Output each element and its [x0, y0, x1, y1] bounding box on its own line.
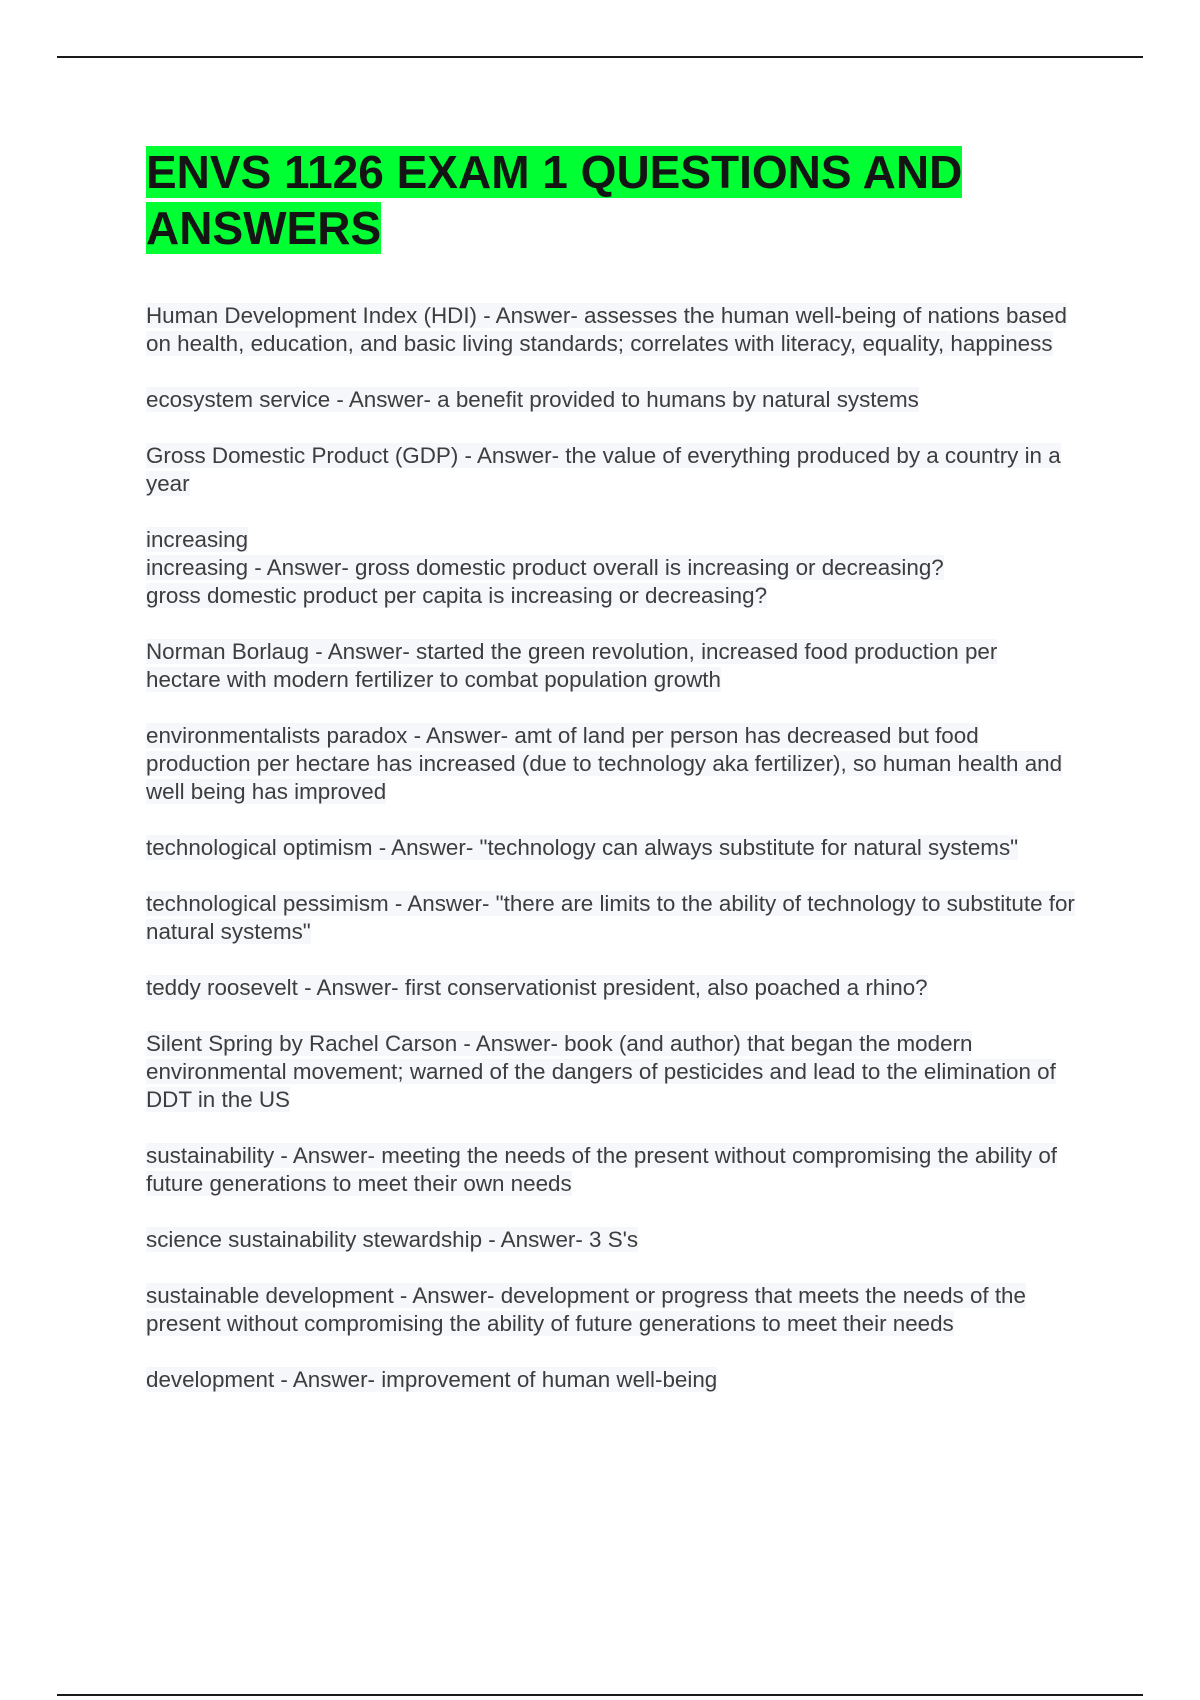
qa-item-text: environmentalists paradox - Answer- amt of land per person has decreased but food production per hectare has increased (due to technology aka fertilizer), so human health and well being has improved — [146, 723, 1063, 804]
qa-item-text: Gross Domestic Product (GDP) - Answer- the value of everything produced by a country in a year — [146, 443, 1061, 496]
qa-item — [146, 526, 1076, 610]
document-title-text: ENVS 1126 EXAM 1 QUESTIONS AND ANSWERS — [146, 146, 963, 254]
qa-item-text: Human Development Index (HDI) - Answer- assesses the human well-being of nations based on health, education, and basic living standards; correlates with literacy, equality, happiness — [146, 303, 1067, 356]
qa-item-text: Norman Borlaug - Answer- started the green revolution, increased food production per hectare with modern fertilizer to combat population growth — [146, 639, 998, 692]
qa-item — [146, 1226, 1076, 1254]
qa-list — [146, 302, 1076, 1394]
qa-item-text: Silent Spring by Rachel Carson - Answer- book (and author) that began the modern environmental movement; warned of the dangers of pesticides and lead to the elimination of DDT in the US — [146, 1031, 1056, 1112]
qa-item-text: teddy roosevelt - Answer- first conservationist president, also poached a rhino? — [146, 975, 928, 1000]
qa-item — [146, 834, 1076, 862]
qa-item-text: sustainability - Answer- meeting the needs of the present without compromising the ability of future generations to meet their own needs — [146, 1143, 1058, 1196]
qa-item-text: sustainable development - Answer- development or progress that meets the needs of the present without compromising the ability of future generations to meet their needs — [146, 1283, 1026, 1336]
qa-item — [146, 442, 1076, 498]
qa-item — [146, 302, 1076, 358]
top-rule — [57, 56, 1143, 58]
bottom-rule — [57, 1694, 1143, 1696]
document-title — [146, 144, 1076, 256]
qa-item — [146, 386, 1076, 414]
document-body — [146, 144, 1076, 1422]
qa-item-text: ecosystem service - Answer- a benefit provided to humans by natural systems — [146, 387, 919, 412]
qa-item — [146, 974, 1076, 1002]
qa-item — [146, 890, 1076, 946]
qa-item — [146, 1366, 1076, 1394]
qa-item-text: technological pessimism - Answer- "there are limits to the ability of technology to substitute for natural systems" — [146, 891, 1075, 944]
qa-item-text: science sustainability stewardship - Answer- 3 S's — [146, 1227, 639, 1252]
qa-item-text: technological optimism - Answer- "technology can always substitute for natural systems" — [146, 835, 1019, 860]
qa-item-text: development - Answer- improvement of human well-being — [146, 1367, 718, 1392]
qa-item — [146, 638, 1076, 694]
qa-item-text: increasing increasing - Answer- gross domestic product overall is increasing or decreasing? gross domestic product per capita is increasing or decreasing? — [146, 527, 944, 608]
qa-item — [146, 722, 1076, 806]
qa-item — [146, 1030, 1076, 1114]
qa-item — [146, 1142, 1076, 1198]
qa-item — [146, 1282, 1076, 1338]
